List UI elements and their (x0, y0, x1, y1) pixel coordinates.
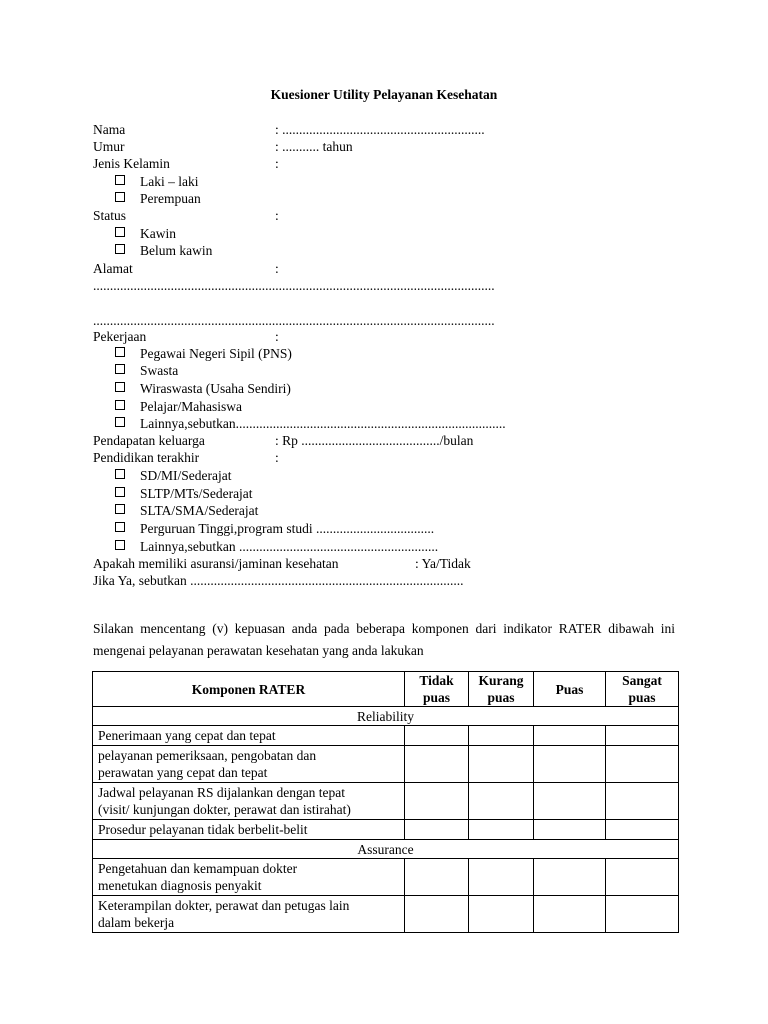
field-value: : (275, 261, 279, 276)
field-label: Alamat (93, 261, 133, 276)
field-value[interactable]: : Rp ........................................./bulan (275, 433, 474, 448)
cell-kurang-puas[interactable] (469, 859, 534, 896)
field-pendidikan (93, 449, 279, 466)
cell-puas[interactable] (534, 726, 606, 746)
cell-puas[interactable] (534, 859, 606, 896)
cell-kurang-puas[interactable] (469, 746, 534, 783)
header-tidak-puas: Tidak puas (405, 672, 469, 707)
row-label: pelayanan pemeriksaan, pengobatan dan perawatan yang cepat dan tepat (93, 746, 405, 783)
cell-puas[interactable] (534, 783, 606, 820)
field-jika-ya[interactable]: Jika Ya, sebutkan ................................................................................. (93, 573, 464, 588)
cell-tidak-puas[interactable] (405, 896, 469, 933)
alamat-line-1[interactable]: ....................................................................................................................... (93, 278, 495, 293)
field-pekerjaan (93, 328, 279, 345)
field-value: : (275, 156, 279, 171)
cell-sangat-puas[interactable] (606, 896, 679, 933)
field-label: Pendapatan keluarga (93, 433, 205, 448)
field-value: : (275, 208, 279, 223)
page-title: Kuesioner Utility Pelayanan Kesehatan (270, 87, 498, 102)
field-alamat (93, 260, 279, 277)
field-value: : (275, 450, 279, 465)
checkbox-icon[interactable] (115, 400, 125, 410)
header-puas: Puas (534, 672, 606, 707)
section-title: Assurance (93, 840, 679, 859)
field-label: Pendidikan terakhir (93, 450, 200, 465)
option-label: Lainnya,sebutkan................................................................................ (140, 416, 506, 431)
checkbox-icon[interactable] (115, 469, 125, 479)
option-label: SLTA/SMA/Sederajat (140, 503, 259, 518)
field-label: Jenis Kelamin (93, 156, 170, 171)
cell-puas[interactable] (534, 896, 606, 933)
row-label: Keterampilan dokter, perawat dan petugas lain dalam bekerja (93, 896, 405, 933)
cell-puas[interactable] (534, 746, 606, 783)
option-perempuan[interactable] (115, 190, 201, 207)
checkbox-icon[interactable] (115, 192, 125, 202)
table-row (93, 859, 679, 896)
field-value[interactable]: : ............................................................ (275, 122, 485, 137)
section-title: Reliability (93, 707, 679, 726)
option-label: Pelajar/Mahasiswa (140, 399, 242, 414)
checkbox-icon[interactable] (115, 227, 125, 237)
checkbox-icon[interactable] (115, 364, 125, 374)
option-label: SLTP/MTs/Sederajat (140, 486, 253, 501)
field-label: Nama (93, 122, 126, 137)
row-label: Prosedur pelayanan tidak berbelit-belit (93, 820, 405, 840)
field-value[interactable]: : Ya/Tidak (415, 556, 471, 571)
cell-kurang-puas[interactable] (469, 820, 534, 840)
cell-tidak-puas[interactable] (405, 746, 469, 783)
cell-kurang-puas[interactable] (469, 726, 534, 746)
option-sltp[interactable] (115, 485, 253, 502)
cell-sangat-puas[interactable] (606, 859, 679, 896)
option-label: Perguruan Tinggi,program studi ................................... (140, 521, 435, 536)
section-row-assurance (93, 840, 679, 859)
table-row (93, 896, 679, 933)
checkbox-icon[interactable] (115, 244, 125, 254)
option-label: Kawin (140, 226, 176, 241)
checkbox-icon[interactable] (115, 540, 125, 550)
row-label: Penerimaan yang cepat dan tepat (93, 726, 405, 746)
checkbox-icon[interactable] (115, 487, 125, 497)
checkbox-icon[interactable] (115, 522, 125, 532)
field-umur (93, 138, 353, 155)
field-status (93, 207, 279, 224)
cell-tidak-puas[interactable] (405, 783, 469, 820)
checkbox-icon[interactable] (115, 382, 125, 392)
checkbox-icon[interactable] (115, 175, 125, 185)
option-kawin[interactable] (115, 225, 176, 242)
option-label: Belum kawin (140, 243, 213, 258)
rater-table (92, 671, 679, 933)
field-label: Umur (93, 139, 125, 154)
header-sangat-puas: Sangat puas (606, 672, 679, 707)
row-label: Pengetahuan dan kemampuan dokter menetukan diagnosis penyakit (93, 859, 405, 896)
cell-tidak-puas[interactable] (405, 820, 469, 840)
table-row (93, 746, 679, 783)
option-label: Pegawai Negeri Sipil (PNS) (140, 346, 292, 361)
header-komponen: Komponen RATER (93, 672, 405, 707)
option-lainnya-pekerjaan[interactable] (115, 415, 506, 432)
option-label: Perempuan (140, 191, 201, 206)
row-label: Jadwal pelayanan RS dijalankan dengan tepat (visit/ kunjungan dokter, perawat dan istirahat) (93, 783, 405, 820)
option-label: Wiraswasta (Usaha Sendiri) (140, 381, 291, 396)
field-value: : (275, 329, 279, 344)
option-slta[interactable] (115, 502, 258, 519)
table-row (93, 820, 679, 840)
option-label: SD/MI/Sederajat (140, 468, 232, 483)
field-nama (93, 121, 485, 138)
field-label: Apakah memiliki asuransi/jaminan kesehatan (93, 556, 339, 571)
field-pendapatan (93, 432, 473, 449)
cell-sangat-puas[interactable] (606, 746, 679, 783)
table-row (93, 726, 679, 746)
option-wiraswasta[interactable] (115, 380, 291, 397)
cell-tidak-puas[interactable] (405, 726, 469, 746)
option-belum-kawin[interactable] (115, 242, 212, 259)
option-label: Laki – laki (140, 174, 199, 189)
option-sd[interactable] (115, 467, 231, 484)
checkbox-icon[interactable] (115, 417, 125, 427)
alamat-line-2[interactable]: ....................................................................................................................... (93, 313, 495, 328)
table-header-row (93, 672, 679, 707)
table-row (93, 783, 679, 820)
checkbox-icon[interactable] (115, 504, 125, 514)
option-pelajar[interactable] (115, 398, 242, 415)
option-swasta[interactable] (115, 362, 178, 379)
cell-puas[interactable] (534, 820, 606, 840)
option-perguruan-tinggi[interactable] (115, 520, 434, 537)
cell-kurang-puas[interactable] (469, 783, 534, 820)
cell-sangat-puas[interactable] (606, 820, 679, 840)
option-label: Lainnya,sebutkan ........................................................... (140, 539, 439, 554)
checkbox-icon[interactable] (115, 347, 125, 357)
cell-kurang-puas[interactable] (469, 896, 534, 933)
field-value[interactable]: : ........... tahun (275, 139, 353, 154)
cell-sangat-puas[interactable] (606, 726, 679, 746)
option-pns[interactable] (115, 345, 292, 362)
cell-tidak-puas[interactable] (405, 859, 469, 896)
field-jenis-kelamin (93, 155, 279, 172)
cell-sangat-puas[interactable] (606, 783, 679, 820)
section-row-reliability (93, 707, 679, 726)
option-label: Swasta (140, 363, 179, 378)
field-label: Status (93, 208, 127, 223)
field-label: Pekerjaan (93, 329, 147, 344)
instruction-paragraph: Silakan mencentang (v) kepuasan anda pada beberapa komponen dari indikator RATER dibawah ini mengenai pelayanan perawatan kesehatan yang anda lakukan (93, 621, 675, 658)
option-lainnya-pendidikan[interactable] (115, 538, 438, 555)
field-asuransi (93, 555, 471, 572)
option-laki-laki[interactable] (115, 173, 198, 190)
header-kurang-puas: Kurang puas (469, 672, 534, 707)
